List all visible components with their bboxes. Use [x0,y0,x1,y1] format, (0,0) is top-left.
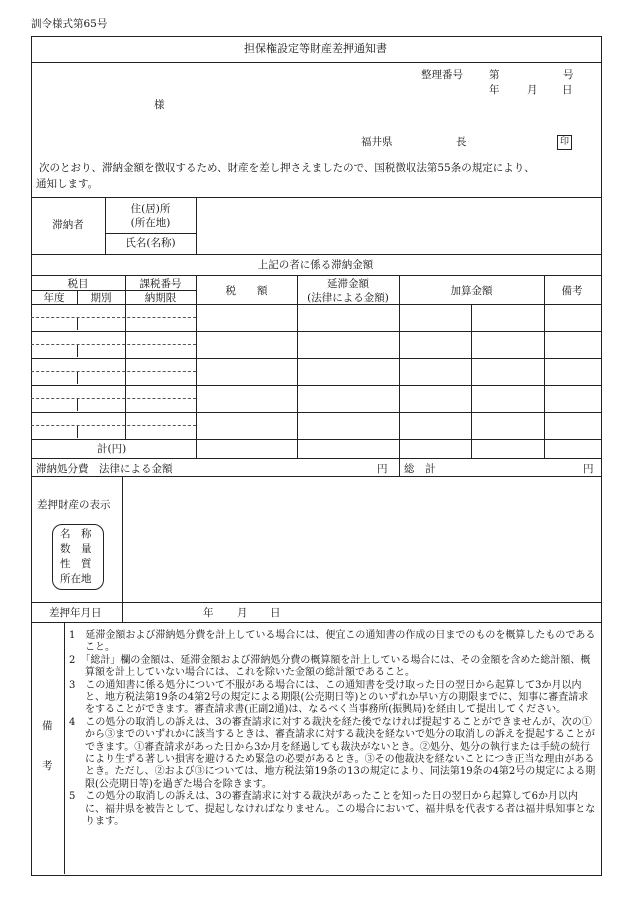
address-label-1: 住(居)所 [130,203,171,215]
fees-label: 滞納処分費 法律による金額 [36,463,173,475]
entai-header-1: 延滞金額 [327,278,369,290]
seizure-day: 日 [270,607,281,619]
kibetsu-header: 期別 [90,292,112,304]
total-label: 計(円) [97,443,127,455]
seizure-month: 月 [237,607,248,619]
date-day-label: 日 [562,84,573,96]
kasan-header: 加算金額 [450,285,493,297]
nouki-header: 納期限 [144,292,177,304]
notes-list [69,630,597,829]
address-label-2: (所在地) [130,217,171,229]
amount-section-title: 上記の者に係る滞納金額 [257,259,374,271]
note-1: 1 延滞金額および滞納処分費を計上している場合には、便宜この通知書の作成の日までのものを概算したものであること。 [69,630,596,654]
seizure-year: 年 [203,607,214,619]
delinquent-label: 滞納者 [52,219,84,231]
intro-line-1: 次のとおり、滞納金額を徴収するため、財産を差し押さえましたので、国税徴収法第55条の規定により、 [39,162,535,174]
entai-header-2: (法律による金額) [307,292,389,304]
seiri-bango-label: 整理番号 [421,69,463,81]
notes-label-2: 考 [42,760,53,772]
form-number: 訓令様式第65号 [31,18,108,30]
intro-line-2: 通知します。 [36,178,99,190]
note-2: 2 「総計」欄の金額は、延滞金額および滞納処分費の概算額を計上している場合には、その金額を含めた総計額、概算額を計上していない場合には、これを除いた金額の総計額であること。 [69,654,591,679]
go-label: 号 [563,69,574,81]
issuer-office: 福井県 [361,136,393,148]
note-5: 5 この処分の取消しの訴えは、3の審査請求に対する裁決があったことを知った日の翌日から起算して6か月以内に、福井県を被告として、提起しなければなりません。この場合において、福井県を代表する者は福井県知事となります。 [69,791,596,828]
page-title: 担保権設定等財産差押通知書 [244,42,387,55]
zeigaku-header: 税 額 [225,285,268,297]
property-item-name: 名 称 [60,528,92,540]
note-4: 4 この処分の取消しの訴えは、3の審査請求に対する裁決を経た後でなければ提起することができませんが、次の①から③までのいずれかに該当するときは、審査請求に対する裁決を経ないで処分の取消しの訴えを提起することができます。①審査請求があった日から3か月を経過しても裁決がないとき。②処分、処分の執行または手続の続行により生ずる著しい損害を避けるため緊急の必要があるとき。③その他裁決を経ないことにつき正当な理由があるとき。ただし、②および③については、地方税法第19条の13の規定により、同法第19条の4第2号の規定による期限(公売期日等)を過ぎた場合を除きます。 [69,716,596,790]
property-item-location: 所在地 [60,573,92,585]
dai-label: 第 [489,69,500,81]
note-3: 3 この通知書に係る処分について不服がある場合には、この通知書を受け取った日の翌日から起算して3か月以内と、地方税法第19条の4第2号の規定による期限(公売期日等)とのいずれか早い方の期限までに、知事に審査請求をすることができます。審査請求書(正副2通)は、なるべく当事務所(振興局)を経由して提出してください。 [69,679,589,716]
property-label: 差押財産の表示 [37,499,111,511]
property-item-nature: 性 質 [60,558,92,570]
name-label: 氏名(名称) [125,237,176,249]
fees-yen: 円 [377,463,388,475]
biko-header: 備考 [561,285,583,297]
notes-label-1: 備 [42,720,53,732]
property-item-quantity: 数 量 [60,543,92,555]
tax-item-header: 税目 [67,278,89,290]
sokei-label: 総 計 [404,463,436,475]
seal-mark: 印 [557,135,572,150]
date-month-label: 月 [527,84,538,96]
addressee-sama: 様 [154,99,165,111]
date-year-label: 年 [489,84,500,96]
issuer-chief: 長 [456,136,467,148]
sokei-yen: 円 [583,463,594,475]
kazei-bango-header: 課税番号 [139,278,182,290]
seizure-date-label: 差押年月日 [49,607,102,619]
nendo-header: 年度 [43,292,65,304]
